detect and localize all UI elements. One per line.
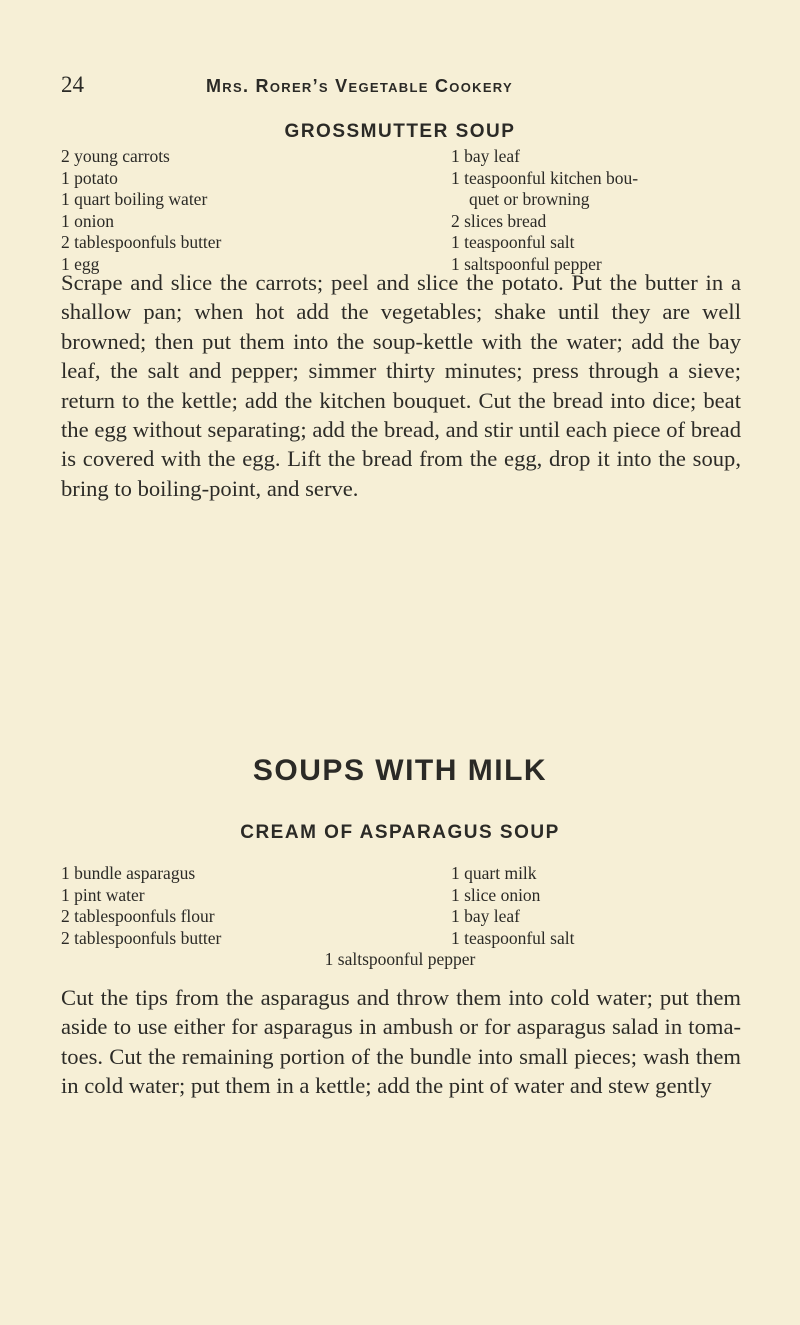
- ingredient-item: 1 teaspoonful salt: [451, 927, 575, 948]
- ingredient-item: 1 bay leaf: [451, 906, 520, 926]
- ingredient-item: 1 teaspoonful kitchen bou-: [451, 167, 639, 188]
- ingredient-item: 1 quart milk: [451, 863, 537, 883]
- ingredients-left-asparagus: [61, 863, 221, 949]
- ingredients-right-asparagus: [451, 863, 574, 949]
- ingredient-item: 2 young carrots: [61, 146, 170, 166]
- page-number: 24: [61, 72, 84, 97]
- ingredients-left-grossmutter: [61, 146, 221, 275]
- section-title-soups-with-milk: SOUPS WITH MILK: [252, 754, 548, 787]
- ingredient-item: 1 potato: [61, 167, 118, 188]
- ingredient-item: 1 egg: [61, 253, 100, 274]
- ingredient-item: 2 tablespoonfuls butter: [61, 232, 222, 252]
- page-header: [0, 72, 800, 108]
- recipe-title-grossmutter: GROSSMUTTER SOUP: [284, 121, 516, 142]
- running-title: Mrs. Rorer’s Vegetable Cookery: [206, 76, 513, 96]
- ingredient-item: 2 tablespoonfuls flour: [61, 906, 215, 926]
- ingredient-item: 1 teaspoonful salt: [451, 232, 575, 252]
- ingredient-item: 1 quart boiling water: [61, 189, 208, 209]
- ingredient-item: 1 onion: [61, 210, 114, 231]
- ingredient-item-centered: 1 saltspoonful pepper: [324, 949, 476, 969]
- ingredient-item: 1 saltspoonful pepper: [451, 253, 602, 274]
- ingredient-item: 2 tablespoonfuls butter: [61, 927, 222, 948]
- ingredient-item-continued: quet or browning: [469, 189, 590, 209]
- directions-cream-of-asparagus: Cut the tips from the asparagus and throw them into cold water; put them aside to use either for asparagus in ambush or for asparagus salad in toma-toes. Cut the remaining portion of the bundle into small pieces; wash them in cold water; put them in a kettle; add the pint of water and stew gently: [61, 985, 741, 1099]
- directions-grossmutter: Scrape and slice the carrots; peel and slice the potato. Put the butter in a shallow pan; when hot add the vegetables; shake until they are well browned; then put them into the soup-kettle with the water; add the bay leaf, the salt and pepper; simmer thirty minutes; press through a sieve; return to the kettle; add the kitchen bouquet. Cut the bread into dice; beat the egg without separating; add the bread, and stir until each piece of bread is covered with the egg. Lift the bread from the egg, drop it into the soup, bring to boiling-point, and serve.: [61, 270, 741, 501]
- ingredient-item: 1 bundle asparagus: [61, 863, 196, 883]
- ingredient-item: 1 pint water: [61, 884, 145, 905]
- ingredient-item: 2 slices bread: [451, 210, 547, 231]
- ingredient-item: 1 slice onion: [451, 884, 541, 905]
- ingredients-right-grossmutter: [451, 146, 638, 275]
- recipe-title-cream-of-asparagus: CREAM OF ASPARAGUS SOUP: [240, 822, 560, 843]
- ingredient-item: 1 bay leaf: [451, 146, 520, 166]
